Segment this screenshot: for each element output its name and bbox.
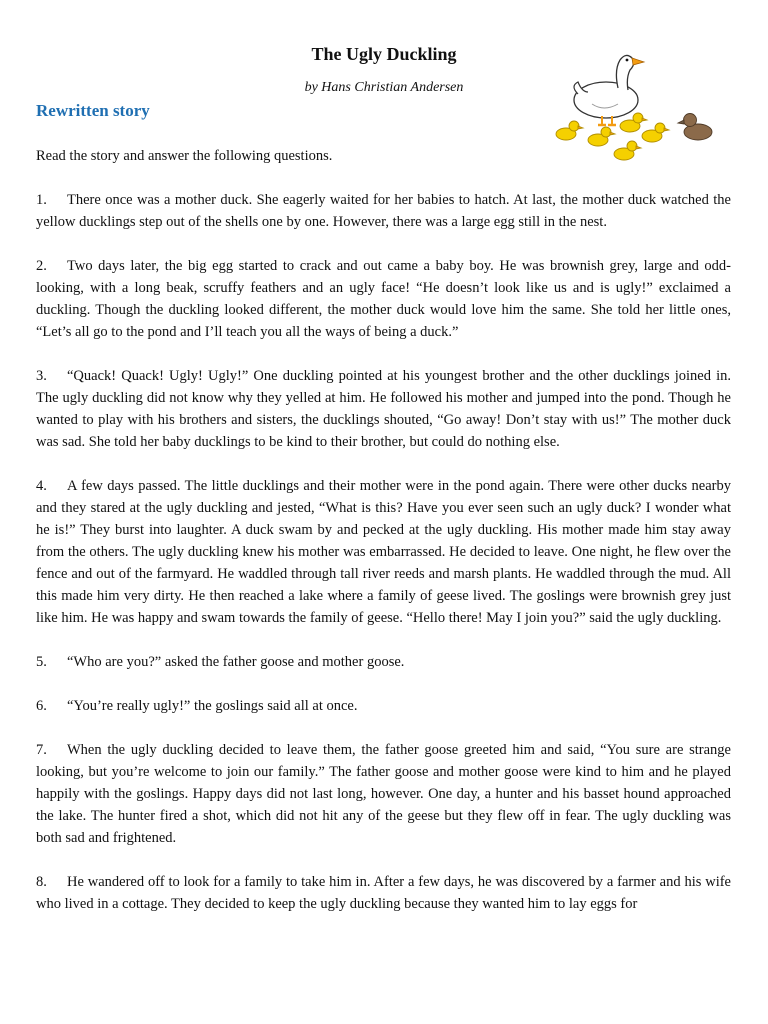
instructions: Read the story and answer the following questions. [36,148,333,164]
paragraph-number: 1. [36,192,47,208]
story-paragraph [36,255,731,343]
paragraph-text: A few days passed. The little ducklings and their mother were in the pond again. There were other ducks nearby and they stared at the ugly duckling and jested, “What is this? Have you ever seen such an ugly duck? I wonder what he is!” They burst into laughter. A duck swam by and pecked at the ugly duckling. His mother made him stay away from the others. The ugly duckling knew his mother was embarrassed. He decided to leave. One night, he flew over the fence and out of the farmyard. He waddled through tall river reeds and marsh plants. He waddled through the mud. All this made him very dirty. He then reached a lake where a family of geese lived. The goslings were brownish grey just like him. He was happy and swam towards the family of geese. “Hello there! May I join you?” said the ugly duckling. [36,478,731,626]
paragraph-number: 8. [36,874,47,890]
document-title: The Ugly Duckling [311,44,457,64]
story-paragraph [36,695,731,717]
duckling-icon [556,121,583,140]
goose-icon [574,55,644,125]
paragraph-number: 3. [36,368,47,384]
story-paragraph [36,189,731,233]
section-heading: Rewritten story [36,101,150,120]
story-paragraph [36,365,731,453]
paragraph-text: When the ugly duckling decided to leave them, the father goose greeted him and said, “You sure are strange looking, but you’re welcome to join our family.” The father goose and mother goose were kind to him and he played happily with the goslings. Happy days did not last long, however. One day, a hunter and his basset hound approached the lake. The hunter fired a shot, which did not hit any of the geese but they flew off in fear. The ugly duckling was both sad and frightened. [36,742,731,846]
paragraph-text: “Quack! Quack! Ugly! Ugly!” One duckling pointed at his youngest brother and the other ducklings joined in. The ugly duckling did not know why they yelled at him. He followed his mother and jumped into the pond. Though he wanted to play with his brothers and sisters, the ducklings shouted, “Go away! Don’t stay with us!” The mother duck was sad. She told her baby ducklings to be kind to their brother, but could do nothing else. [36,368,731,450]
duckling-icon [620,113,647,132]
brown-duckling-icon [678,114,712,141]
paragraph-text: Two days later, the big egg started to crack and out came a baby boy. He was brownish grey, large and odd-looking, with a long beak, scruffy feathers and an ugly face! “He doesn’t look like us and is ugly!” exclaimed a duckling. Though the duckling looked different, the mother duck would love him the same. She told her little ones, “Let’s all go to the pond and I’ll teach you all the ways of being a duck.” [36,258,731,340]
paragraph-text: “Who are you?” asked the father goose and mother goose. [67,654,405,670]
story-paragraph [36,475,731,629]
document-author: by Hans Christian Andersen [304,80,464,95]
story-paragraph [36,651,731,673]
paragraph-text: He wandered off to look for a family to take him in. After a few days, he was discovered by a farmer and his wife who lived in a cottage. They decided to keep the ugly duckling because they wanted him to lay eggs for [36,874,731,912]
story-paragraph [36,871,731,915]
paragraph-number: 2. [36,258,47,274]
story-body [36,145,731,937]
paragraph-number: 7. [36,742,47,758]
story-paragraph [36,739,731,849]
paragraph-number: 5. [36,654,47,670]
duckling-icon [642,123,669,142]
paragraph-text: There once was a mother duck. She eagerly waited for her babies to hatch. At last, the mother duck watched the yellow ducklings step out of the shells one by one. However, there was a large egg still in the nest. [36,192,731,230]
paragraph-number: 6. [36,698,47,714]
paragraph-text: “You’re really ugly!” the goslings said all at once. [67,698,358,714]
paragraph-number: 4. [36,478,47,494]
duckling-icon [588,127,615,146]
